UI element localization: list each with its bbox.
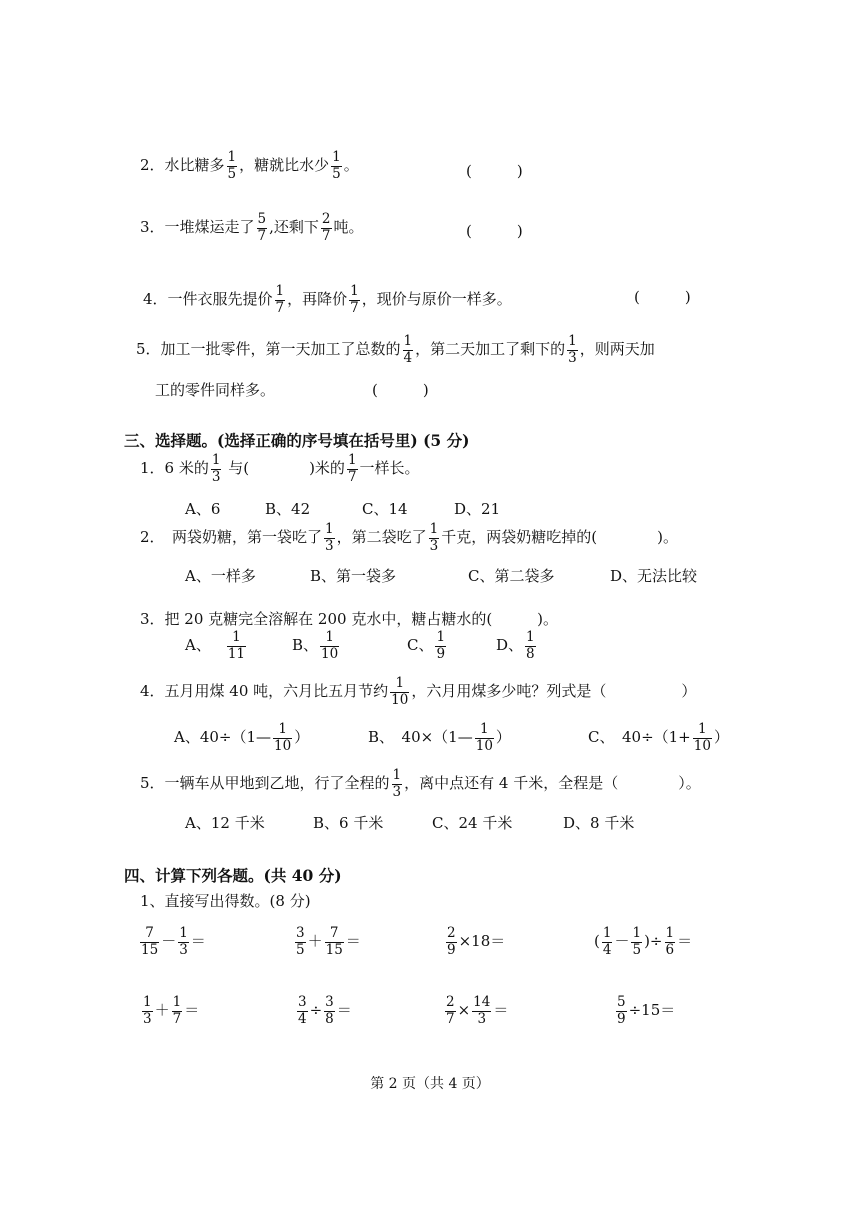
- fraction: $\frac{2}{9}$: [447, 925, 456, 958]
- fraction: $\frac{1}{7}$: [347, 452, 357, 485]
- calc-item-2: $\frac{3}{5}$ ＋ $\frac{7}{15}$ ＝: [296, 925, 361, 958]
- calc-item-1: $\frac{7}{15}$ － $\frac{1}{3}$ ＝: [141, 925, 206, 958]
- option-a[interactable]: A、一样多: [185, 567, 256, 585]
- fraction: $\frac{1}{8}$: [526, 629, 535, 662]
- fraction: $\frac{1}{7}$: [350, 283, 359, 316]
- fraction: $\frac{1}{9}$: [436, 629, 446, 662]
- option-b[interactable]: B、42: [265, 500, 311, 518]
- fraction: $\frac{7}{15}$: [325, 925, 343, 958]
- section-heading-choice: 三、选择题。(选择正确的序号填在括号里) (5 分): [124, 431, 470, 450]
- option-d[interactable]: D、无法比较: [610, 567, 698, 585]
- fraction: $\frac{1}{3}$: [568, 333, 577, 366]
- fraction: $\frac{1}{10}$: [274, 721, 292, 754]
- fraction: $\frac{1}{3}$: [179, 925, 188, 958]
- fraction: $\frac{14}{3}$: [473, 994, 491, 1027]
- option-d[interactable]: D、 $\frac{1}{8}$: [496, 629, 535, 662]
- option-b[interactable]: B、 $\frac{1}{10}$: [292, 629, 339, 662]
- option-a[interactable]: A、40÷（1— $\frac{1}{10}$ ）: [174, 721, 310, 754]
- answer-paren[interactable]: ( ): [466, 222, 523, 240]
- calc-item-4: ( $\frac{1}{4}$ － $\frac{1}{5}$ )÷ $\frac{1}{6}$ ＝: [594, 925, 693, 958]
- answer-paren[interactable]: ( ): [372, 381, 429, 399]
- option-b[interactable]: B、 40×（1— $\frac{1}{10}$ ）: [368, 721, 511, 754]
- fraction: $\frac{1}{3}$: [429, 521, 439, 554]
- fraction: $\frac{1}{10}$: [321, 629, 339, 662]
- fraction: $\frac{1}{3}$: [392, 767, 402, 800]
- choice-question-2: 2． 两袋奶糖，第一袋吃了 $\frac{1}{3}$ ，第二袋吃了 $\frac{1}{3}$ 千克，两袋奶糖吃掉的( )。: [140, 521, 678, 554]
- choice-question-5: 5．一辆车从甲地到乙地，行了全程的 $\frac{1}{3}$ ，离中点还有 4 千米，全程是（ ）。: [140, 767, 701, 800]
- option-c[interactable]: C、第二袋多: [468, 567, 555, 585]
- calc-item-7: $\frac{2}{7}$ × $\frac{14}{3}$ ＝: [446, 994, 509, 1027]
- subsection-direct-answers: 1、直接写出得数。(8 分): [140, 892, 311, 910]
- fraction: $\frac{1}{5}$: [227, 149, 237, 182]
- tf-question-5: 5．加工一批零件，第一天加工了总数的 $\frac{1}{4}$ ，第二天加工了剩下的 $\frac{1}{3}$ ，则两天加: [136, 333, 655, 366]
- option-d[interactable]: D、21: [454, 500, 501, 518]
- fraction: $\frac{5}{9}$: [617, 994, 626, 1027]
- choice-question-4: 4．五月用煤 40 吨，六月比五月节约 $\frac{1}{10}$ ，六月用煤多少吨？列式是（ ）: [140, 675, 697, 708]
- fraction: $\frac{1}{10}$: [475, 721, 493, 754]
- fraction: $\frac{1}{5}$: [632, 925, 642, 958]
- option-c[interactable]: C、 40÷（1+ $\frac{1}{10}$ ）: [588, 721, 729, 754]
- page-footer: 第 2 页（共 4 页）: [370, 1076, 490, 1092]
- option-c[interactable]: C、 $\frac{1}{9}$: [407, 629, 446, 662]
- answer-paren[interactable]: ( ): [634, 288, 691, 306]
- fraction: $\frac{1}{10}$: [693, 721, 711, 754]
- calc-item-3: $\frac{2}{9}$ ×18＝: [447, 925, 506, 958]
- fraction: $\frac{1}{5}$: [332, 149, 341, 182]
- fraction: $\frac{5}{7}$: [257, 211, 267, 244]
- calc-item-5: $\frac{1}{3}$ ＋ $\frac{1}{7}$ ＝: [143, 994, 200, 1027]
- fraction: $\frac{1}{7}$: [172, 994, 182, 1027]
- fraction: $\frac{1}{4}$: [602, 925, 612, 958]
- choice-question-1: 1．6 米的 $\frac{1}{3}$ 与( )米的 $\frac{1}{7}$ 一样长。: [140, 452, 420, 485]
- fraction: $\frac{3}{5}$: [296, 925, 305, 958]
- tf-question-4: 4．一件衣服先提价 $\frac{1}{7}$ ，再降价 $\frac{1}{7}$ ，现价与原价一样多。: [143, 283, 512, 316]
- option-a[interactable]: A、 $\frac{1}{11}$: [185, 629, 246, 662]
- section-heading-calc: 四、计算下列各题。(共 40 分): [124, 866, 342, 885]
- tf-question-5-line2: 工的零件同样多。: [155, 381, 276, 399]
- calc-item-8: $\frac{5}{9}$ ÷15＝: [617, 994, 676, 1027]
- option-b[interactable]: B、6 千米: [313, 814, 384, 832]
- fraction: $\frac{1}{7}$: [275, 283, 285, 316]
- answer-paren[interactable]: ( ): [466, 162, 523, 180]
- choice-question-3: 3．把 20 克糖完全溶解在 200 克水中，糖占糖水的( )。: [140, 610, 559, 628]
- fraction: $\frac{7}{15}$: [141, 925, 159, 958]
- fraction: $\frac{3}{8}$: [325, 994, 334, 1027]
- fraction: $\frac{1}{3}$: [325, 521, 334, 554]
- fraction: $\frac{3}{4}$: [298, 994, 307, 1027]
- fraction: $\frac{1}{11}$: [227, 629, 246, 662]
- option-b[interactable]: B、第一袋多: [310, 567, 397, 585]
- option-a[interactable]: A、12 千米: [185, 814, 265, 832]
- fraction: $\frac{1}{4}$: [403, 333, 413, 366]
- fraction: $\frac{1}{3}$: [211, 452, 221, 485]
- tf-question-2: 2．水比糖多 $\frac{1}{5}$ ，糖就比水少 $\frac{1}{5}$ 。: [140, 149, 359, 182]
- fraction: $\frac{1}{3}$: [143, 994, 152, 1027]
- calc-item-6: $\frac{3}{4}$ ÷ $\frac{3}{8}$ ＝: [298, 994, 352, 1027]
- fraction: $\frac{2}{7}$: [321, 211, 331, 244]
- fraction: $\frac{1}{6}$: [665, 925, 675, 958]
- fraction: $\frac{1}{10}$: [391, 675, 409, 708]
- option-a[interactable]: A、6: [185, 500, 221, 518]
- option-c[interactable]: C、14: [362, 500, 408, 518]
- fraction: $\frac{2}{7}$: [446, 994, 455, 1027]
- option-c[interactable]: C、24 千米: [432, 814, 513, 832]
- tf-question-3: 3．一堆煤运走了 $\frac{5}{7}$ ,还剩下 $\frac{2}{7}$ 吨。: [140, 211, 364, 244]
- option-d[interactable]: D、8 千米: [563, 814, 635, 832]
